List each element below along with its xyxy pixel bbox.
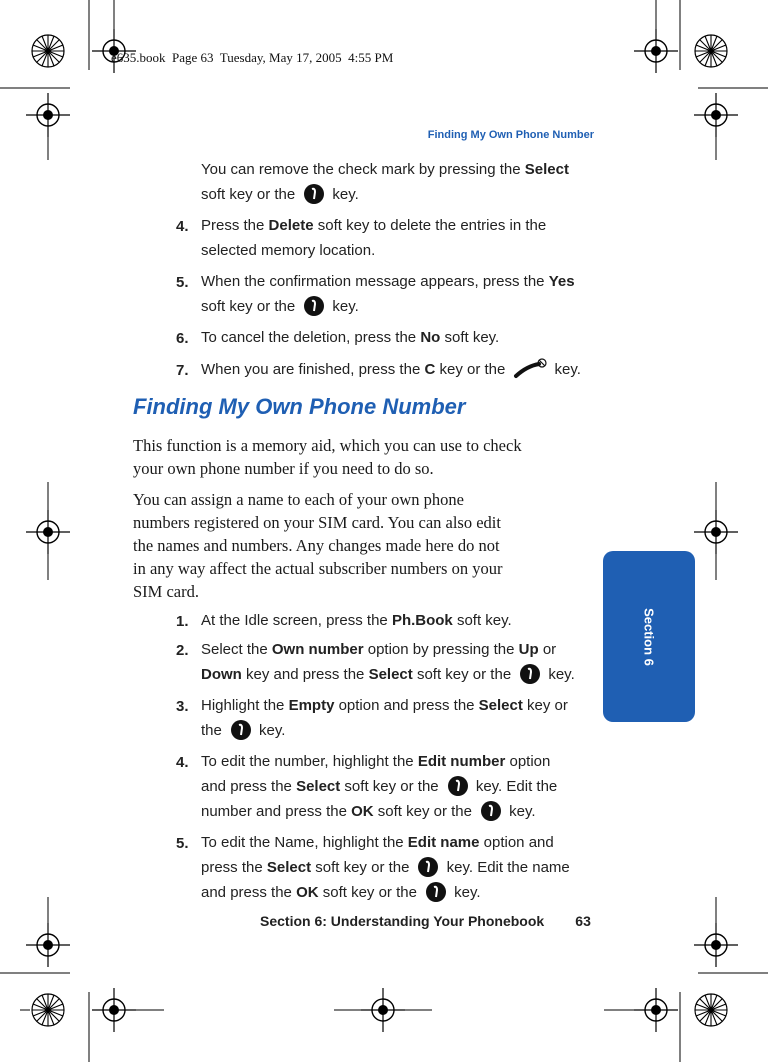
text: soft key or the — [311, 859, 410, 876]
step-text — [201, 357, 593, 382]
text: selected memory location. — [201, 242, 376, 259]
step-text — [201, 749, 593, 824]
nav-ok-key-icon — [230, 719, 252, 741]
text: key. — [544, 666, 575, 683]
nav-ok-key-icon — [480, 800, 502, 822]
text: option by pressing the — [363, 641, 519, 658]
step-number: 4. — [176, 754, 189, 771]
text: option and — [479, 834, 554, 851]
text: key. — [328, 186, 359, 203]
edit-name-keyword: Edit name — [407, 834, 480, 851]
text: soft key to delete the entries in the — [313, 217, 547, 234]
text: To edit the number, highlight the — [201, 753, 418, 770]
c-keyword: C — [424, 361, 436, 378]
text: To edit the Name, highlight the — [201, 834, 408, 851]
step-number: 6. — [176, 330, 189, 347]
text: key. Edit the name — [442, 859, 570, 876]
step-text — [201, 693, 593, 743]
text: soft key. — [452, 612, 512, 629]
text: To cancel the deletion, press the — [201, 329, 421, 346]
ok-keyword: OK — [296, 884, 319, 901]
step-number: 7. — [176, 362, 189, 379]
delete-keyword: Delete — [268, 217, 314, 234]
select-keyword: Select — [266, 859, 312, 876]
nav-ok-key-icon — [303, 295, 325, 317]
text: soft key or the — [412, 666, 512, 683]
select-keyword: Select — [524, 161, 569, 178]
text: key. — [550, 361, 581, 378]
text: and press the — [201, 778, 297, 795]
select-keyword: Select — [368, 666, 413, 683]
own-number-keyword: Own number — [271, 641, 364, 658]
select-keyword: Select — [478, 697, 523, 714]
step-number: 5. — [176, 835, 189, 852]
text: or — [538, 641, 557, 658]
text: option and press the — [334, 697, 479, 714]
section-side-tab — [603, 551, 695, 722]
step-text — [201, 213, 593, 263]
file-info-slug: e635.book Page 63 Tuesday, May 17, 2005 4:55 PM — [111, 50, 394, 65]
step-number: 5. — [176, 274, 189, 291]
text: soft key or the — [201, 186, 296, 203]
text: Highlight the — [201, 697, 289, 714]
nav-ok-key-icon — [425, 881, 447, 903]
step-number: 4. — [176, 218, 189, 235]
text: press the — [201, 859, 267, 876]
text: When the confirmation message appears, press the — [201, 273, 549, 290]
body-paragraph — [133, 488, 595, 603]
text: key and press the — [241, 666, 369, 683]
step-text — [201, 269, 593, 319]
text: soft key. — [440, 329, 500, 346]
text-line: numbers registered on your SIM card. You can also edit — [133, 513, 501, 532]
text: soft key or the — [318, 884, 417, 901]
body-paragraph — [133, 434, 595, 480]
text: key. Edit the — [471, 778, 558, 795]
section-heading: Finding My Own Phone Number — [133, 394, 466, 419]
up-keyword: Up — [518, 641, 539, 658]
nav-ok-key-icon — [303, 183, 325, 205]
step-text — [201, 830, 593, 905]
page-number: 63 — [575, 913, 591, 929]
text: key or — [522, 697, 568, 714]
yes-keyword: Yes — [548, 273, 575, 290]
text: Press the — [201, 217, 269, 234]
text: You can remove the check mark by pressing the — [201, 161, 525, 178]
text: At the Idle screen, press the — [201, 612, 392, 629]
section-tab-label: Section 6 — [641, 608, 657, 666]
text-line: your own phone number if you need to do so. — [133, 459, 434, 478]
step-text — [201, 608, 593, 633]
text: key. — [254, 722, 286, 739]
edit-number-keyword: Edit number — [417, 753, 506, 770]
no-keyword: No — [420, 329, 441, 346]
phbook-keyword: Ph.Book — [391, 612, 453, 629]
text: key. — [328, 298, 359, 315]
nav-ok-key-icon — [519, 663, 541, 685]
text-line: This function is a memory aid, which you can use to check — [133, 436, 522, 455]
text: option — [505, 753, 551, 770]
text: key. — [504, 803, 536, 820]
intro-paragraph — [201, 157, 593, 207]
text-line: the names and numbers. Any changes made here do not — [133, 536, 500, 555]
footer-title: Section 6: Understanding Your Phonebook — [260, 913, 545, 929]
text: soft key or the — [340, 778, 439, 795]
text: Select the — [201, 641, 272, 658]
step-number: 3. — [176, 698, 189, 715]
text-line: You can assign a name to each of your own phone — [133, 490, 464, 509]
text: key. — [449, 884, 481, 901]
step-text — [201, 637, 593, 687]
text-line: SIM card. — [133, 582, 199, 601]
text: soft key or the — [201, 298, 296, 315]
step-text — [201, 325, 593, 350]
end-call-key-icon — [513, 358, 547, 380]
text: the — [201, 722, 222, 739]
text: When you are finished, press the — [201, 361, 425, 378]
text: and press the — [201, 884, 297, 901]
nav-ok-key-icon — [447, 775, 469, 797]
select-keyword: Select — [296, 778, 341, 795]
step-number: 2. — [176, 642, 189, 659]
ok-keyword: OK — [351, 803, 374, 820]
text: soft key or the — [373, 803, 472, 820]
text: key or the — [435, 361, 506, 378]
text: number and press the — [201, 803, 352, 820]
nav-ok-key-icon — [417, 856, 439, 878]
empty-keyword: Empty — [288, 697, 335, 714]
running-head: Finding My Own Phone Number — [427, 129, 594, 141]
step-number: 1. — [176, 613, 189, 630]
page-footer — [260, 913, 591, 929]
down-keyword: Down — [201, 666, 242, 683]
text-line: in any way affect the actual subscriber numbers on your — [133, 559, 503, 578]
